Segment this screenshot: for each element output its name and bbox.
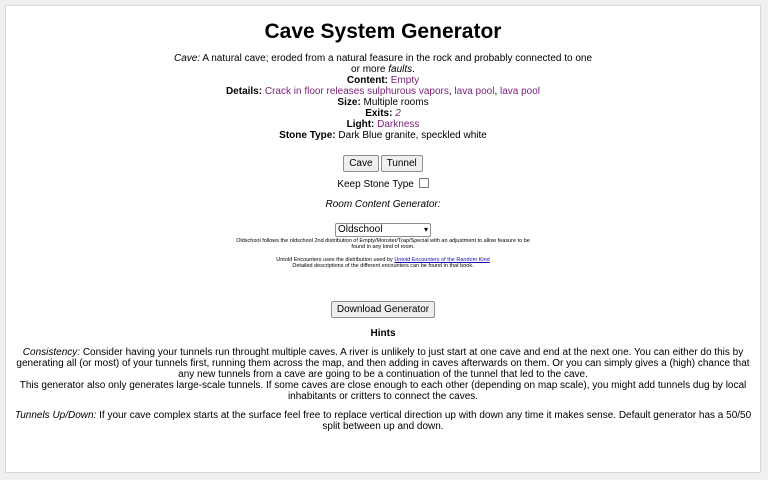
room-content-select-wrap [6,219,760,237]
size-line [6,97,760,108]
oldschool-note [6,238,760,250]
light-label: Light: [346,119,375,130]
page-container [5,5,761,473]
light-line [6,119,760,130]
cave-description-end: . [412,64,415,75]
exits-value: 2 [395,108,401,119]
details-line [6,86,760,97]
tunnels-label: Tunnels Up/Down: [14,410,97,421]
stone-label: Stone Type: [279,130,336,141]
generate-buttons [6,155,760,172]
cave-description [173,53,593,75]
keep-stone-row [6,178,760,190]
size-value: Multiple rooms [363,97,429,108]
hints-heading: Hints [370,328,396,339]
detail-item: lava pool [500,86,541,97]
cave-description-text: A natural cave; eroded from a natural feasure in the rock and probably connected to one or more [202,53,593,75]
untold-note [6,257,760,269]
content-line [6,75,760,86]
keep-stone-label: Keep Stone Type [337,179,414,190]
untold-note-suffix: Detailed descriptions of the different encounters can be found in that book. [292,263,474,269]
room-content-label: Room Content Generator: [325,199,441,210]
consistency-label: Consistency: [22,347,81,358]
exits-line [6,108,760,119]
cave-description-em: faults [388,64,413,75]
download-generator-button[interactable]: Download Generator [331,301,435,318]
stone-line [6,130,760,141]
consistency-text: Consider having your tunnels run throught multiple caves. A river is unlikely to just start at one cave and end at the next one. You can either do this by generating all (or most) of your tunnels first, running them across the map, and then adding in caves afterwards on them. Or you can simply gives a (high) chance that any new tunnels from a cave are going to be a continuation of the tunnel that led to the cave. [16,347,750,380]
detail-separator: , [494,86,500,97]
room-content-selected: Oldschool [338,224,383,235]
detail-separator: , [448,86,455,97]
download-row [6,301,760,318]
content-label: Content: [346,75,388,86]
large-scale-text: This generator also only generates large-scale tunnels. If some caves are close enough to each other (depending on map scale), you might add tunnels dug by local inhabitants or critters to connect the caves. [19,380,747,402]
exits-label: Exits: [365,108,393,119]
cave-label: Cave: [173,53,201,64]
content-value: Empty [390,75,420,86]
page-title: Cave System Generator [264,20,502,43]
room-content-select[interactable] [335,223,431,237]
chevron-down-icon: ▾ [423,225,428,234]
keep-stone-checkbox[interactable] [419,178,429,188]
untold-encounters-link[interactable]: Untold Encounters of the Random Kind [394,257,490,263]
size-label: Size: [337,97,361,108]
detail-item: lava pool [454,86,495,97]
stone-value: Dark Blue granite, speckled white [338,130,487,141]
detail-item: Crack in floor releases sulphurous vapors [264,86,449,97]
tunnels-text: If your cave complex starts at the surface feel free to replace vertical direction up with down any time it makes sense. Default generator has a 50/50 split between up and down. [99,410,752,432]
light-value: Darkness [377,119,420,130]
tunnels-hint [6,410,760,432]
consistency-hint [6,347,760,402]
untold-note-prefix: Untold Encounters uses the distribution used by [276,257,393,263]
cave-button[interactable]: Cave [343,155,378,172]
details-label: Details: [225,86,263,97]
oldschool-note-text: Oldschool follows the oldschool 2nd distribution of Empty/Monster/Trap/Special with an adjustment to allow feasure to be found in any kind of room. [236,238,530,250]
cave-info [6,53,760,141]
tunnel-button[interactable]: Tunnel [381,155,423,172]
